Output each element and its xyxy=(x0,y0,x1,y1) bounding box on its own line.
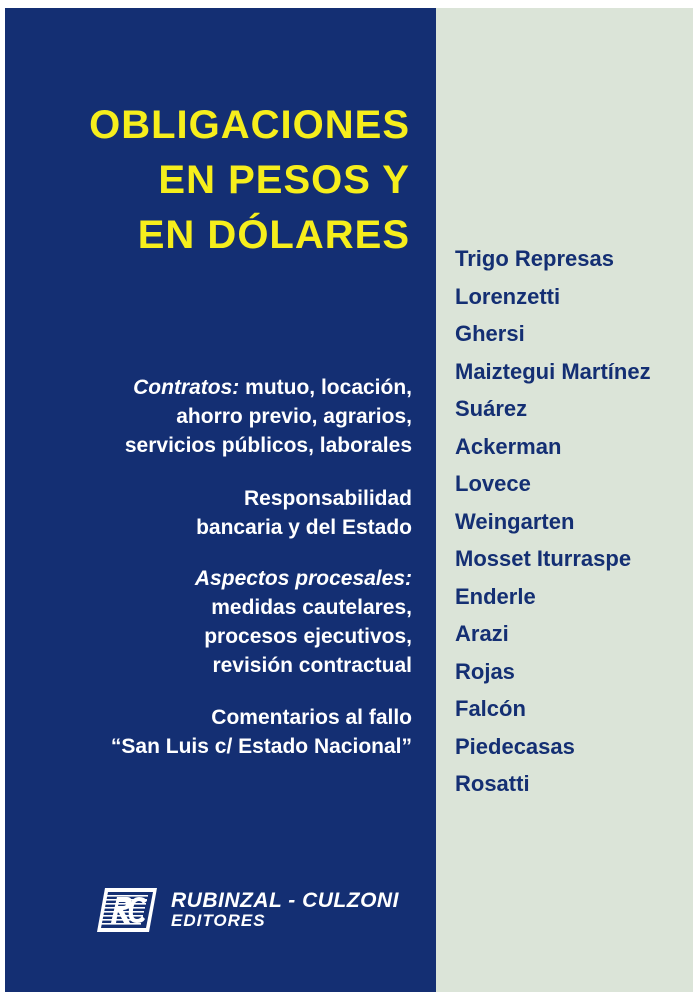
author-item: Trigo Represas xyxy=(455,246,614,271)
author-item: Rosatti xyxy=(455,771,530,796)
publisher-subtitle: EDITORES xyxy=(171,911,266,930)
author-item: Arazi xyxy=(455,621,509,646)
blurb-line: bancaria y del Estado xyxy=(196,516,412,539)
blurb-line: ahorro previo, agrarios, xyxy=(176,405,412,428)
author-list xyxy=(455,243,651,806)
rc-monogram-icon xyxy=(95,885,159,935)
blurb-comentarios xyxy=(15,703,412,761)
blurb-lead: Contratos: xyxy=(133,376,240,399)
blurb-line: Responsabilidad xyxy=(243,487,412,510)
blurb-text: mutuo, locación, xyxy=(245,376,412,399)
blurb-contratos xyxy=(15,373,412,460)
author-item: Lorenzetti xyxy=(455,283,561,309)
blurb-line: medidas cautelares, xyxy=(211,596,412,619)
author-item: Weingarten xyxy=(455,508,575,534)
publisher-block xyxy=(95,885,399,935)
blurb-line: “San Luis c/ Estado Nacional” xyxy=(110,735,412,758)
blurb-line: servicios públicos, laborales xyxy=(124,434,412,457)
title-line-2: EN PESOS Y xyxy=(158,158,410,202)
author-item: Ackerman xyxy=(455,433,562,459)
author-item: Suárez xyxy=(455,396,528,421)
author-item: Rojas xyxy=(455,658,515,684)
author-item: Lovece xyxy=(455,471,531,496)
title-line-1: OBLIGACIONES xyxy=(89,103,410,147)
author-item: Mosset Iturraspe xyxy=(455,546,632,571)
blurb-lead: Aspectos procesales: xyxy=(194,567,412,590)
blurb-responsabilidad xyxy=(15,484,412,542)
publisher-name: RUBINZAL - CULZONI xyxy=(171,889,399,912)
author-item: Maiztegui Martínez xyxy=(455,358,651,384)
title-line-3: EN DÓLARES xyxy=(137,213,410,257)
author-item: Enderle xyxy=(455,583,536,609)
blurb-line: Comentarios al fallo xyxy=(211,706,412,729)
author-item: Piedecasas xyxy=(455,733,575,759)
author-item: Falcón xyxy=(455,696,526,721)
publisher-text xyxy=(171,890,399,930)
blurb-aspectos-procesales xyxy=(15,564,412,680)
book-title xyxy=(20,98,410,263)
blurb-line: revisión contractual xyxy=(212,654,412,677)
blurb-line xyxy=(15,373,412,402)
author-item: Ghersi xyxy=(455,321,525,346)
blurb-line: procesos ejecutivos, xyxy=(204,625,412,648)
